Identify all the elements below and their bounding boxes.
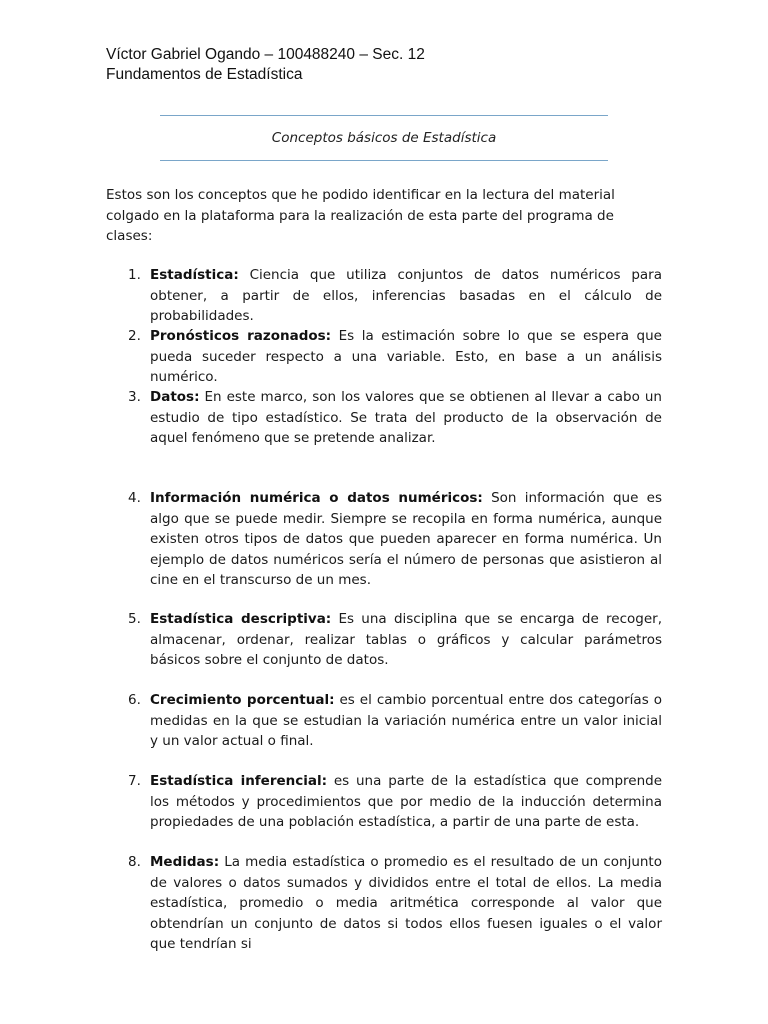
list-item	[128, 488, 662, 591]
list-item-number: 8.	[128, 854, 141, 870]
list-item-term: Estadística descriptiva:	[150, 611, 332, 627]
list-item-text: Es la estimación sobre lo que se espera que pueda suceder respecto a una variable. Esto, en base a un análisis numérico.	[150, 328, 662, 385]
list-item-number: 5.	[128, 611, 141, 627]
list-item	[128, 690, 662, 752]
list-item-term: Pronósticos razonados:	[150, 328, 332, 344]
list-item-number: 4.	[128, 490, 141, 506]
list-item-term: Estadística:	[150, 267, 239, 283]
list-item	[128, 265, 662, 327]
list-item-number: 1.	[128, 267, 141, 283]
list-item	[128, 609, 662, 671]
list-item	[128, 852, 662, 955]
list-item-text: es una parte de la estadística que comprende los métodos y procedimientos que por medio de la inducción determina propiedades de una población estadística, a partir de una parte de esta.	[150, 773, 663, 830]
list-item-term: Estadística inferencial:	[150, 773, 328, 789]
list-item-term: Datos:	[150, 389, 200, 405]
list-item	[128, 387, 662, 449]
list-item-text: En este marco, son los valores que se obtienen al llevar a cabo un estudio de tipo estadístico. Se trata del producto de la observación de aquel fenómeno que se pretende analizar.	[150, 389, 662, 446]
intro-paragraph: Estos son los conceptos que he podido identificar en la lectura del material colgado en la plataforma para la realización de esta parte del programa de clases:	[106, 187, 615, 244]
document-title: Conceptos básicos de Estadística	[271, 130, 497, 146]
list-item-term: Información numérica o datos numéricos:	[150, 490, 483, 506]
list-item-term: Medidas:	[150, 854, 220, 870]
list-item-number: 3.	[128, 389, 141, 405]
list-item	[128, 326, 662, 388]
list-item	[128, 771, 663, 833]
course-line: Fundamentos de Estadística	[106, 66, 303, 83]
list-item-text: es el cambio porcentual entre dos categorías o medidas en la que se estudian la variación numérica entre un valor inicial y un valor actual o final.	[150, 692, 662, 749]
list-item-number: 2.	[128, 328, 141, 344]
list-item-text: La media estadística o promedio es el resultado de un conjunto de valores o datos sumados y divididos entre el total de ellos. La media estadística, promedio o media aritmética corresponde al valor que obtendrían un conjunto de datos si todos ellos fuesen iguales o el valor que tendrían si	[150, 854, 662, 952]
list-item-text: Son información que es algo que se puede medir. Siempre se recopila en forma numérica, aunque existen otros tipos de datos que pueden aparecer en forma numérica. Un ejemplo de datos numéricos sería el número de personas que asistieron al cine en el transcurso de un mes.	[150, 490, 662, 588]
list-item-number: 7.	[128, 773, 141, 789]
list-item-text: Es una disciplina que se encarga de recoger, almacenar, ordenar, realizar tablas o gráficos y calcular parámetros básicos sobre el conjunto de datos.	[150, 611, 662, 668]
author-line: Víctor Gabriel Ogando – 100488240 – Sec. 12	[106, 46, 425, 63]
list-item-term: Crecimiento porcentual:	[150, 692, 335, 708]
list-item-text: Ciencia que utiliza conjuntos de datos numéricos para obtener, a partir de ellos, inferencias basadas en el cálculo de probabilidades.	[150, 267, 662, 324]
list-item-number: 6.	[128, 692, 141, 708]
